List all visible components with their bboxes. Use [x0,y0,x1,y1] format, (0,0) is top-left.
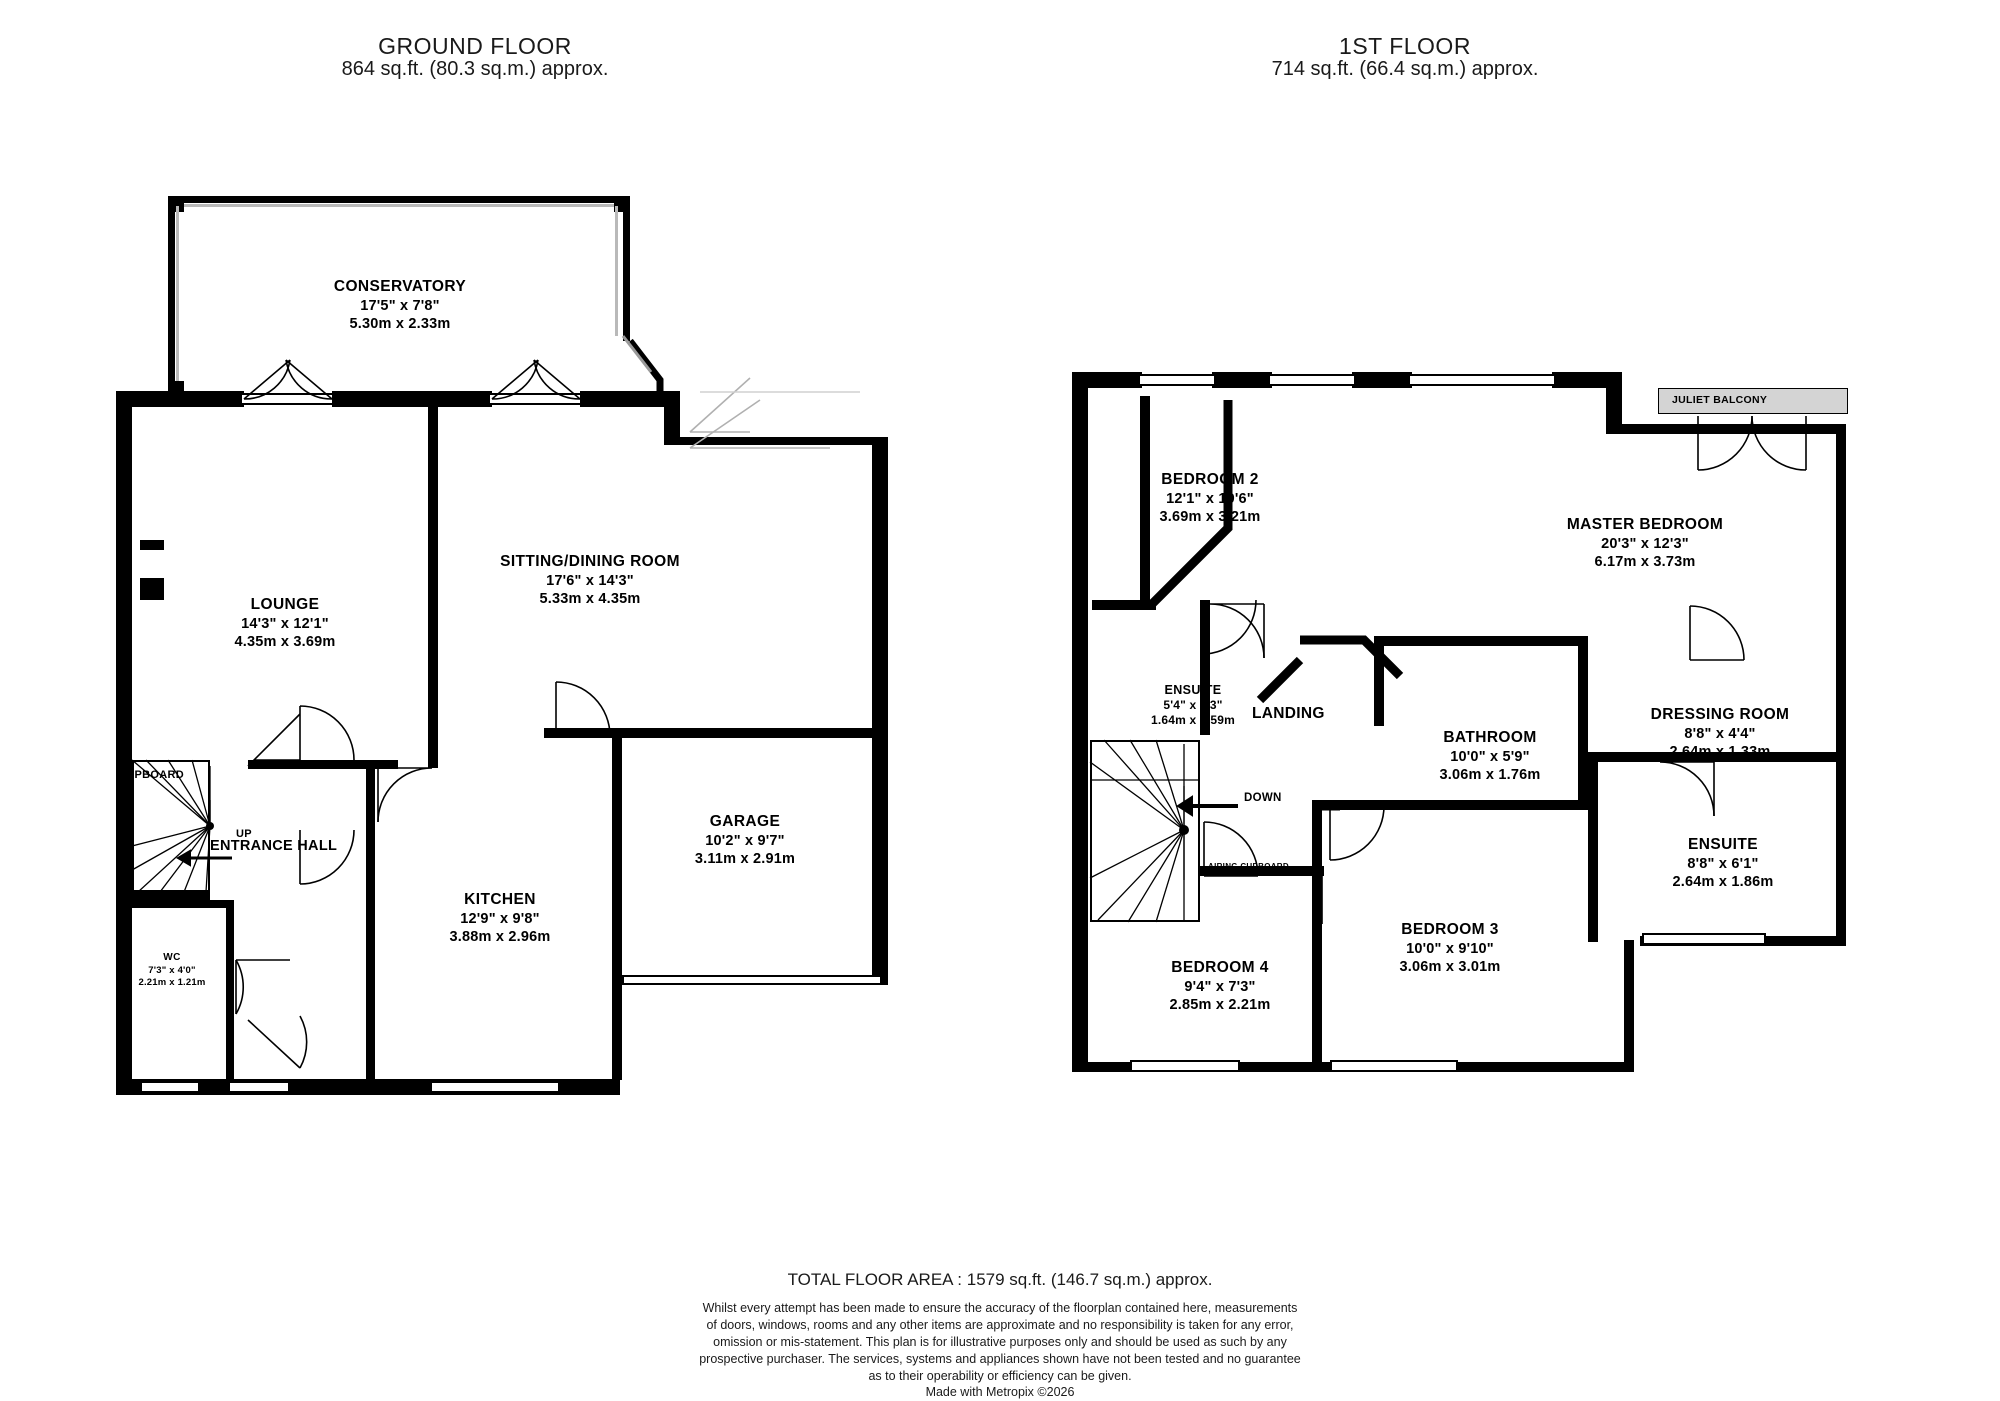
window-bottom-left [140,1081,200,1093]
window-kitchen-bottom [430,1081,560,1093]
ground-internal-wall-lounge-right [428,398,438,768]
ground-internal-wall-hall-top [248,760,398,769]
ground-floor-title: GROUND FLOOR [378,33,572,59]
first-internal-diag-support [1374,636,1384,726]
ground-wall-bottom-right-seg [612,1079,620,1095]
room-label-wc: WC 7'3" x 4'0" 2.21m x 1.21m [138,952,206,988]
room-label-bedroom-3: BEDROOM 3 10'0" x 9'10" 3.06m x 3.01m [1399,921,1501,976]
tag-up-ground: UP [236,828,252,840]
conservatory-glass-right [615,206,618,336]
tag-landing: LANDING [1252,705,1325,722]
ground-wall-top-mid [332,391,492,407]
window-ensuite2-bottom [1642,933,1766,945]
first-wall-bottom-right-edge [1624,940,1634,1072]
room-label-ensuite-2: ENSUITE 8'8" x 6'1" 2.64m x 1.86m [1672,836,1774,891]
ground-internal-wall-wc-top [124,900,234,908]
first-staircase [1090,740,1200,922]
window-sitting-top [488,393,582,405]
window-lounge-top [240,393,334,405]
ground-wall-right-upper [872,437,888,985]
window-bed3-bottom [1330,1060,1458,1072]
ground-internal-wall-sitting-bottom [544,728,684,738]
first-floor-title: 1ST FLOOR [1339,33,1471,59]
first-internal-bath-top [1374,636,1588,646]
made-with-metropix: Made with Metropix ©2026 [925,1385,1075,1400]
conservatory-glass-top [176,204,622,207]
disclaimer-line-2: of doors, windows, rooms and any other items are approximate and no responsibility is taken for any error, [706,1317,1294,1332]
room-label-dressing-room: DRESSING ROOM 8'8" x 4'4" 2.64m x 1.33m [1650,706,1790,761]
room-label-bedroom-4: BEDROOM 4 9'4" x 7'3" 2.85m x 2.21m [1169,959,1271,1014]
room-label-master-bedroom: MASTER BEDROOM 20'3" x 12'3" 6.17m x 3.73m [1566,516,1724,571]
ground-wall-left-outer [116,391,132,1095]
tag-airing-cupboard: AIRING CUPBOARD [1208,862,1289,871]
room-label-sitting-dining: SITTING/DINING ROOM 17'6" x 14'3" 5.33m x 4.35m [500,553,680,608]
window-master-top-a [1268,374,1356,386]
first-wall-right-run [1606,424,1846,434]
disclaimer-line-1: Whilst every attempt has been made to ensure the accuracy of the floorplan contained here, measurements [702,1301,1298,1315]
ground-internal-wall-sitting-bottom2 [684,728,884,738]
window-bed2-top [1138,374,1216,386]
window-garage-bottom [622,975,882,985]
disclaimer-line-4: prospective purchaser. The services, systems and appliances shown have not been tested and no guarantee [699,1351,1301,1366]
tag-entrance-hall: ENTRANCE HALL [210,838,338,854]
first-floor-subtitle: 714 sq.ft. (66.4 sq.m.) approx. [1271,58,1539,80]
ground-internal-wall-wc-right [226,900,234,1080]
ground-internal-wall-kitchen-left [366,760,375,830]
first-internal-bed2-bottom [1092,600,1156,610]
tag-down: DOWN [1244,792,1282,804]
room-label-conservatory: CONSERVATORY 17'5" x 7'8" 5.30m x 2.33m [333,278,467,333]
first-wall-right-lower [1836,656,1846,946]
window-bed4-bottom [1130,1060,1240,1072]
first-wall-top-left [1072,372,1142,388]
disclaimer-line-5: as to their operability or efficiency can be given. [868,1368,1132,1383]
room-label-lounge: LOUNGE 14'3" x 12'1" 4.35m x 3.69m [234,596,336,651]
conservatory-wall-right [623,196,630,341]
ground-floor-subtitle: 864 sq.ft. (80.3 sq.m.) approx. [341,58,609,80]
room-label-bedroom-2: BEDROOM 2 12'1" x 10'6" 3.69m x 3.21m [1159,471,1261,526]
total-floor-area: TOTAL FLOOR AREA : 1579 sq.ft. (146.7 sq.m.) approx. [787,1270,1213,1289]
first-wall-top-a [1212,372,1272,388]
ground-internal-wall-cupboard-bottom [124,892,210,900]
conservatory-glass-left [176,206,179,391]
tag-juliet-balcony: JULIET BALCONY [1672,394,1768,406]
room-label-kitchen: KITCHEN 12'9" x 9'8" 3.88m x 2.96m [449,891,551,946]
first-internal-bath-bottom [1322,800,1588,810]
window-master-top-b [1408,374,1556,386]
first-internal-ensuite2-left [1588,762,1598,942]
tag-cupboard: CUPBOARD [118,769,184,781]
ground-wall-top-left [116,391,244,407]
window-bottom-mid [228,1081,290,1093]
ground-wall-bay-step [664,391,680,439]
ground-wall-right-top-run [664,437,888,445]
room-label-garage: GARAGE 10'2" x 9'7" 3.11m x 2.91m [694,813,796,868]
conservatory-wall-left [168,196,175,397]
first-internal-bed3-left [1312,800,1322,1066]
room-label-ensuite-1: ENSUITE 5'4" x 5'3" 1.64m x 1.59m [1151,683,1235,728]
disclaimer [0,1300,2000,1401]
conservatory-wall-top [168,196,630,203]
first-wall-right-outer [1836,424,1846,656]
room-label-bathroom: BATHROOM 10'0" x 5'9" 3.06m x 1.76m [1439,729,1541,784]
disclaimer-line-3: omission or mis-statement. This plan is for illustrative purposes only and should be used as such by any [713,1334,1287,1349]
lounge-bay-jog-top [140,540,164,550]
first-wall-top-b [1352,372,1412,388]
